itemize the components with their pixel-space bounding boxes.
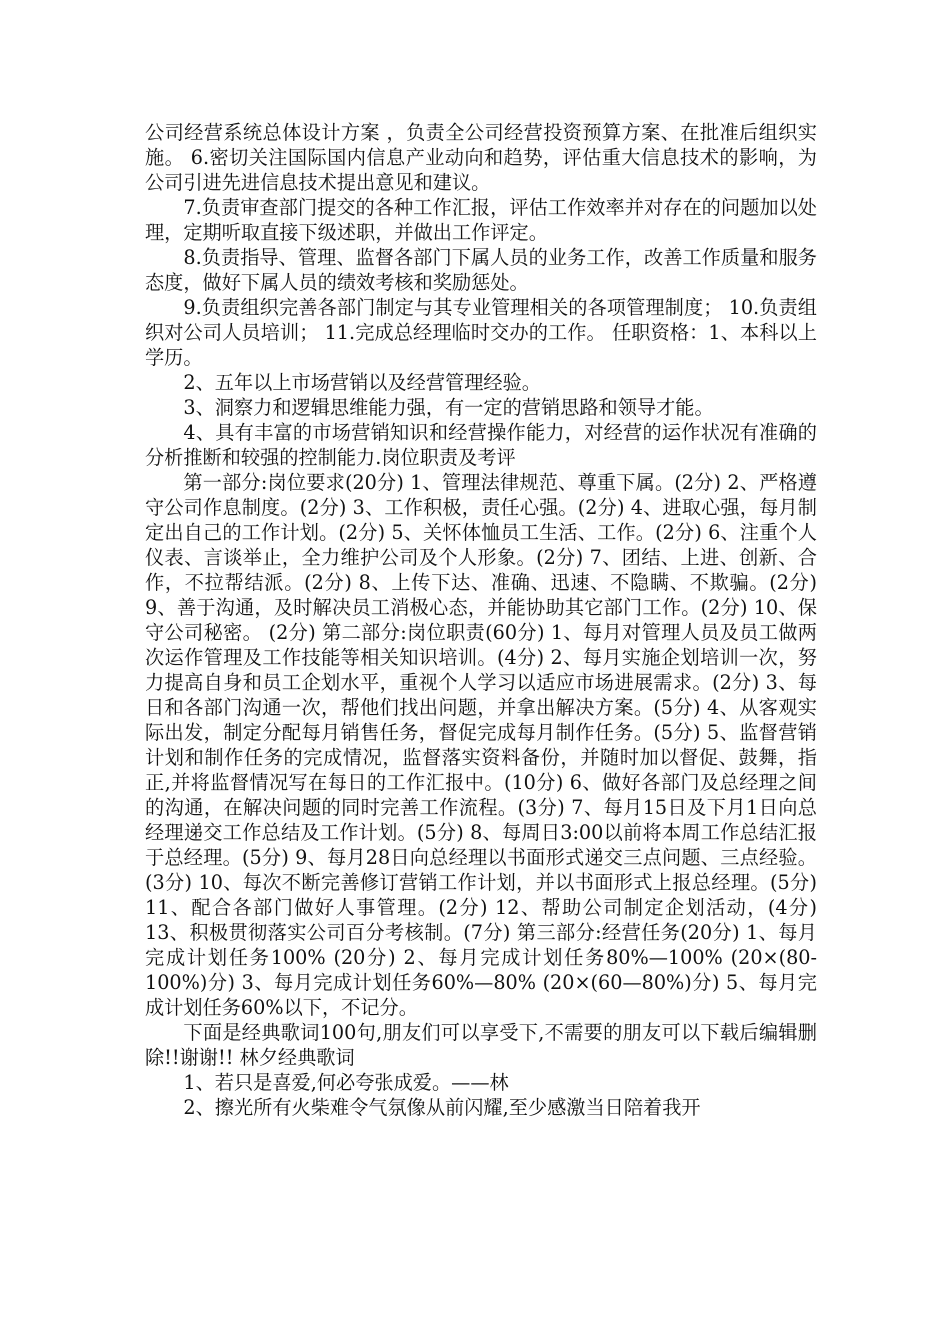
paragraph-qualification-2: 2、五年以上市场营销以及经营管理经验。 <box>183 371 541 394</box>
paragraph-assessment: 第一部分:岗位要求(20分) 1、管理法律规范、尊重下属。(2分) 2、严格遵守公司作息制度。(2分) 3、工作积极，责任心强。(2分) 4、进取心强，每月制定出自己的工作计划。(2分) 5、关怀体恤员工生活、工作。(2分) 6、注重个人仪表、言谈举止，全力维护公司及个人形象。(2分) 7、团结、上进、创新、合作，不拉帮结派。(2分) 8、上传下达、准确、迅速、不隐瞒、不欺骗。(2分) 9、善于沟通，及时解决员工消极心态，并能协助其它部门工作。(2分) 10、保守公司秘密。 (2分) 第二部分:岗位职责(60分) 1、每月对管理人员及员工做两次运作管理及工作技能等相关知识培训。(4分) 2、每月实施企划培训一次，努力提高自身和员工企划水平，重视个人学习以适应市场进展需求。(2分) 3、每日和各部门沟通一次，帮他们找出问题，并拿出解决方案。(5分) 4、从客观实际出发，制定分配每月销售任务，督促完成每月制作任务。(5分) 5、监督营销计划和制作任务的完成情况，监督落实资料备份，并随时加以督促、鼓舞，指正,并将监督情况写在每日的工作汇报中。(10分) 6、做好各部门及总经理之间的沟通，在解决问题的同时完善工作流程。(3分) 7、每月15日及下月1日向总经理递交工作总结及工作计划。(5分) 8、每周日3:00以前将本周工作总结汇报于总经理。(5分) 9、每月28日向总经理以书面形式递交三点问题、三点经验。(3分) 10、每次不断完善修订营销工作计划，并以书面形式上报总经理。(5分) 11、配合各部门做好人事管理。(2分) 12、帮助公司制定企划活动，(4分) 13、积极贯彻落实公司百分考核制。(7分) 第三部分:经营任务(20分) 1、每月完成计划任务100% (20分) 2、每月完成计划任务80%—100% (20×(80-100%)分) 3、每月完成计划任务60%—80% (20×(60—80%)分) 5、每月完成计划任务60%以下，不记分。 <box>145 471 817 1019</box>
paragraph-lyric-2: 2、擦光所有火柴难令气氛像从前闪耀,至少感激当日陪着我开 <box>183 1096 701 1119</box>
document-body <box>145 120 817 1120</box>
paragraph-qualification-3: 3、洞察力和逻辑思维能力强，有一定的营销思路和领导才能。 <box>183 396 714 419</box>
paragraph-duty-8: 8.负责指导、管理、监督各部门下属人员的业务工作，改善工作质量和服务态度，做好下属人员的绩效考核和奖励惩处。 <box>145 246 817 294</box>
paragraph-lyric-1: 1、若只是喜爱,何必夸张成爱。——林 <box>183 1071 509 1094</box>
paragraph-duty-9-11: 9.负责组织完善各部门制定与其专业管理相关的各项管理制度； 10.负责组织对公司人员培训； 11.完成总经理临时交办的工作。 任职资格：1、本科以上学历。 <box>145 296 817 369</box>
paragraph-qualification-4: 4、具有丰富的市场营销知识和经营操作能力，对经营的运作状况有准确的分析推断和较强的控制能力.岗位职责及考评 <box>145 421 817 469</box>
paragraph-lyrics-intro: 下面是经典歌词100句,朋友们可以享受下,不需要的朋友可以下载后编辑删除!!谢谢!! 林夕经典歌词 <box>145 1021 817 1069</box>
paragraph-duties-intro: 公司经营系统总体设计方案 ，负责全公司经营投资预算方案、在批准后组织实施。 6.密切关注国际国内信息产业动向和趋势，评估重大信息技术的影响，为公司引进先进信息技术提出意见和建议。 <box>145 121 817 194</box>
paragraph-duty-7: 7.负责审查部门提交的各种工作汇报，评估工作效率并对存在的问题加以处理，定期听取直接下级述职，并做出工作评定。 <box>145 196 817 244</box>
